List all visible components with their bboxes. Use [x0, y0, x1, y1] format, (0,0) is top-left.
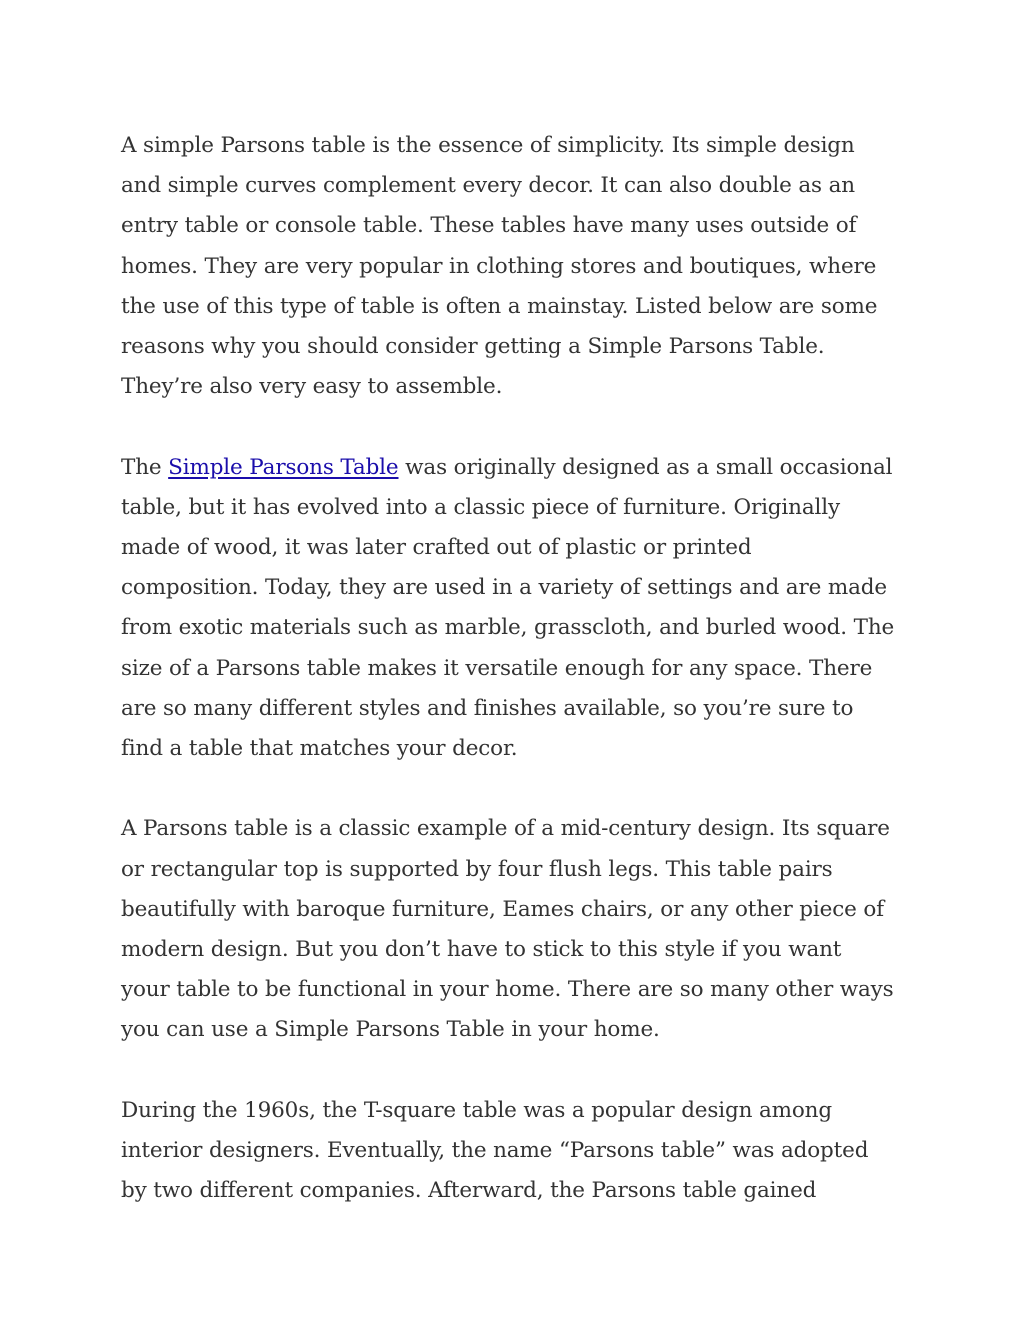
text-fragment: was originally designed as a small occasional [398, 454, 893, 480]
text-line: entry table or console table. These tables have many uses outside of [121, 213, 857, 239]
paragraph-1960s [121, 1091, 921, 1212]
paragraph-intro [121, 126, 921, 407]
text-line: composition. Today, they are used in a variety of settings and are made [121, 575, 887, 601]
text-line: are so many different styles and finishes available, so you’re sure to [121, 695, 854, 721]
text-line: A simple Parsons table is the essence of simplicity. Its simple design [121, 133, 855, 158]
text-line: homes. They are very popular in clothing stores and boutiques, where [121, 253, 877, 279]
text-line: A Parsons table is a classic example of a mid-century design. Its square [121, 816, 890, 842]
text-line-with-link [121, 448, 921, 488]
text-line: interior designers. Eventually, the name “Parsons table” was adopted [121, 1138, 869, 1164]
paragraph-history [121, 448, 921, 770]
text-line: During the 1960s, the T-square table was a popular design among [121, 1097, 832, 1123]
simple-parsons-table-link[interactable]: Simple Parsons Table [168, 454, 399, 480]
text-line: table, but it has evolved into a classic piece of furniture. Originally [121, 494, 840, 520]
text-line: beautifully with baroque furniture, Eames chairs, or any other piece of [121, 896, 884, 922]
text-line: or rectangular top is supported by four flush legs. This table pairs [121, 856, 833, 882]
text-line: you can use a Simple Parsons Table in your home. [121, 1017, 660, 1043]
text-line: from exotic materials such as marble, grasscloth, and burled wood. The [121, 615, 895, 641]
text-line: find a table that matches your decor. [121, 736, 518, 762]
text-line: and simple curves complement every decor. It can also double as an [121, 173, 855, 199]
text-line: size of a Parsons table makes it versatile enough for any space. There [121, 655, 873, 681]
text-line: made of wood, it was later crafted out of plastic or printed [121, 535, 752, 561]
text-fragment: The [121, 454, 169, 480]
document-page [121, 126, 921, 1252]
paragraph-midcentury [121, 809, 921, 1050]
text-line: your table to be functional in your home. There are so many other ways [121, 977, 894, 1003]
text-line: by two different companies. Afterward, the Parsons table gained [121, 1178, 817, 1204]
text-line: the use of this type of table is often a mainstay. Listed below are some [121, 293, 878, 319]
text-line: modern design. But you don’t have to stick to this style if you want [121, 937, 842, 963]
text-line: They’re also very easy to assemble. [121, 374, 503, 400]
text-line: reasons why you should consider getting a Simple Parsons Table. [121, 334, 825, 360]
